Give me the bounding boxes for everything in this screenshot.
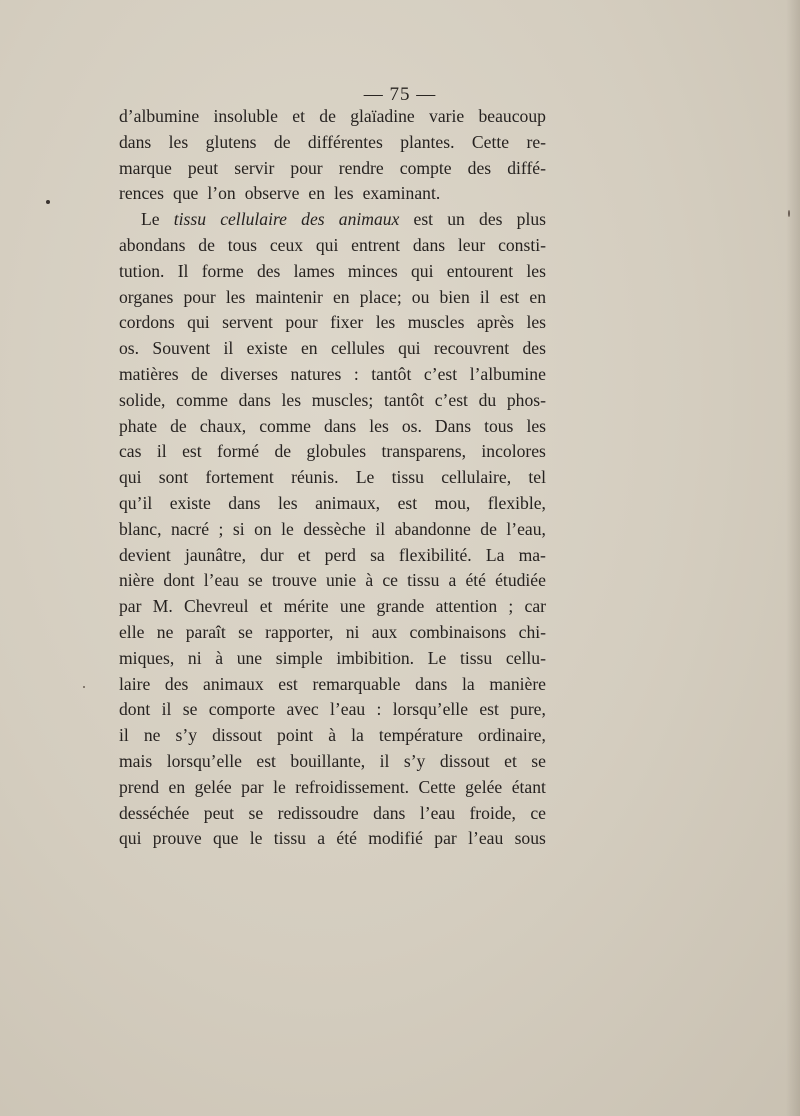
- word: dissout: [212, 725, 262, 746]
- word: de: [274, 441, 292, 462]
- word: le: [273, 776, 286, 797]
- word: qui: [119, 828, 142, 849]
- word: après: [476, 312, 514, 333]
- word: est: [499, 286, 520, 307]
- word: s’y: [403, 750, 426, 771]
- word: forme: [201, 260, 244, 281]
- word: ce: [530, 802, 546, 823]
- word: il: [379, 750, 390, 771]
- text-line: [119, 543, 546, 569]
- word: refroidissement.: [295, 776, 410, 797]
- ink-speck: [788, 210, 790, 217]
- word: de: [480, 518, 497, 539]
- word: tous: [227, 234, 258, 255]
- word: incolores: [481, 441, 546, 462]
- word: abondans: [119, 234, 186, 255]
- word: les: [334, 183, 354, 204]
- word: tantôt: [383, 389, 425, 410]
- word: se: [531, 750, 546, 771]
- word: qui: [315, 234, 339, 255]
- word: peut: [187, 157, 219, 178]
- word: des: [479, 209, 503, 230]
- word: observe: [244, 183, 300, 204]
- word: se: [238, 621, 253, 642]
- word: chaux,: [199, 415, 247, 436]
- word: est: [256, 750, 276, 771]
- word: laire: [119, 673, 151, 694]
- word: dessèche: [303, 518, 366, 539]
- word: des: [522, 338, 546, 359]
- text-line: [119, 207, 546, 233]
- text-line: [119, 439, 546, 465]
- word: le: [281, 518, 294, 539]
- word: qui: [187, 312, 210, 333]
- word: dans: [228, 492, 261, 513]
- word: flexible,: [487, 492, 546, 513]
- word: bien: [439, 286, 470, 307]
- word: phate: [119, 415, 158, 436]
- word: Il: [177, 260, 189, 281]
- word: à: [215, 647, 224, 668]
- word: rendre: [338, 157, 384, 178]
- word: ;: [508, 596, 514, 617]
- word: d’albumine: [119, 106, 200, 126]
- word: os.: [119, 338, 140, 359]
- word: ne: [143, 725, 161, 746]
- word: la: [461, 673, 475, 694]
- text-line: [119, 723, 546, 749]
- text-line: [119, 594, 546, 620]
- word: glaïadine: [350, 106, 415, 126]
- word: il: [375, 518, 386, 539]
- word: globules: [306, 441, 367, 462]
- word: que: [172, 183, 199, 204]
- word: rapporter,: [265, 621, 334, 642]
- word: servent: [222, 312, 273, 333]
- word: recouvrent: [433, 338, 510, 359]
- text-line: [119, 181, 546, 207]
- word: Chevreul: [183, 596, 249, 617]
- word: a: [317, 828, 326, 849]
- text-line: [119, 414, 546, 440]
- word: :: [353, 363, 359, 384]
- word: en: [333, 286, 350, 307]
- word: animaux: [338, 209, 400, 230]
- word: qu’il: [119, 492, 153, 513]
- text-line: [119, 801, 546, 827]
- word: simple: [275, 647, 323, 668]
- word: étant: [511, 776, 546, 797]
- word: ordinaire,: [477, 725, 546, 746]
- word: ce: [382, 570, 398, 591]
- word: de: [319, 106, 336, 126]
- word: des: [164, 673, 189, 694]
- word: des: [467, 157, 492, 178]
- word: dans: [238, 389, 271, 410]
- text-line: [119, 517, 546, 543]
- word: température: [378, 725, 463, 746]
- text-line: [119, 646, 546, 672]
- word: La: [485, 544, 505, 565]
- word: mais: [119, 750, 153, 771]
- word: Souvent: [152, 338, 211, 359]
- word: les: [281, 389, 302, 410]
- word: manière: [489, 673, 546, 694]
- word: par: [434, 828, 457, 849]
- word: point: [277, 725, 314, 746]
- word: et: [259, 596, 273, 617]
- word: et: [292, 106, 305, 126]
- word: organes: [119, 286, 174, 307]
- word: devient: [119, 544, 171, 565]
- word: glutens: [205, 131, 257, 152]
- word: entourent: [446, 260, 514, 281]
- word: la: [351, 725, 364, 746]
- word: fortement: [205, 467, 274, 488]
- body-text: [119, 104, 546, 852]
- text-line: [119, 104, 546, 130]
- word: les: [369, 415, 389, 436]
- word: Cette: [418, 776, 456, 797]
- word: muscles: [407, 312, 465, 333]
- word: il: [161, 699, 172, 720]
- word: tissu: [459, 647, 493, 668]
- page-number: — 75 —: [363, 84, 437, 105]
- word: flexibilité.: [398, 544, 472, 565]
- word: matières: [119, 363, 179, 384]
- word: lorsqu’elle: [392, 699, 469, 720]
- word: cellulaire: [220, 209, 287, 230]
- word: servir: [234, 157, 275, 178]
- word: se: [248, 802, 264, 823]
- word: c’est: [423, 363, 458, 384]
- word: été: [336, 828, 357, 849]
- word: l’albumine: [469, 363, 546, 384]
- word: par: [119, 596, 142, 617]
- word: examinant.: [362, 183, 441, 204]
- text-line: [119, 775, 546, 801]
- word: mérite: [283, 596, 329, 617]
- word: des: [256, 260, 281, 281]
- word: re-: [526, 131, 546, 152]
- word: M.: [152, 596, 173, 617]
- text-line: [119, 388, 546, 414]
- word: aux: [371, 621, 398, 642]
- word: sont: [158, 467, 189, 488]
- word: à: [365, 570, 374, 591]
- word: formé: [217, 441, 260, 462]
- word: que: [212, 828, 239, 849]
- word: l’eau,: [506, 518, 546, 539]
- word: unie: [325, 570, 357, 591]
- word: est: [278, 673, 298, 694]
- word: l’on: [207, 183, 236, 204]
- word: fixer: [330, 312, 364, 333]
- word: Le: [355, 467, 375, 488]
- word: qui: [410, 260, 434, 281]
- word: différentes: [307, 131, 383, 152]
- word: car: [524, 596, 546, 617]
- word: qui: [398, 338, 421, 359]
- word: réunis.: [291, 467, 339, 488]
- word: trouve: [271, 570, 317, 591]
- word: cas: [119, 441, 142, 462]
- word: existe: [246, 338, 288, 359]
- word: une: [339, 596, 366, 617]
- word: s’y: [175, 725, 198, 746]
- word: comporte: [208, 699, 276, 720]
- word: les: [526, 415, 546, 436]
- text-line: [119, 697, 546, 723]
- word: prend: [119, 776, 160, 797]
- word: tous: [484, 415, 514, 436]
- word: transparens,: [381, 441, 466, 462]
- word: on: [254, 518, 272, 539]
- word: plantes.: [400, 131, 455, 152]
- word: muscles;: [311, 389, 374, 410]
- word: remarquable: [312, 673, 401, 694]
- word: c’est: [434, 389, 468, 410]
- word: les: [526, 312, 546, 333]
- word: dont: [163, 570, 195, 591]
- word: phos-: [506, 389, 546, 410]
- word: elle: [119, 621, 145, 642]
- word: place;: [359, 286, 402, 307]
- text-line: [119, 826, 546, 852]
- word: prouve: [152, 828, 202, 849]
- word: mou,: [434, 492, 471, 513]
- word: leur: [457, 234, 486, 255]
- text-line: [119, 233, 546, 259]
- word: pour: [285, 312, 318, 333]
- word: cordons: [119, 312, 175, 333]
- word: dont: [119, 699, 151, 720]
- word: est: [479, 699, 499, 720]
- word: dur: [260, 544, 284, 565]
- word: cellulaire,: [441, 467, 512, 488]
- word: rences: [119, 183, 164, 204]
- word: se: [248, 570, 263, 591]
- word: l’eau: [203, 570, 239, 591]
- word: pour: [290, 157, 323, 178]
- word: été: [465, 570, 486, 591]
- word: natures: [290, 363, 342, 384]
- word: pure,: [510, 699, 546, 720]
- word: comme: [176, 389, 228, 410]
- word: est: [397, 492, 418, 513]
- word: en: [168, 776, 186, 797]
- word: imbibition.: [336, 647, 415, 668]
- word: a: [448, 570, 457, 591]
- word: de: [198, 234, 215, 255]
- page-edge-shadow: [786, 0, 800, 1116]
- word: Dans: [434, 415, 472, 436]
- word: du: [478, 389, 497, 410]
- word: nacré: [170, 518, 210, 539]
- text-line: [119, 259, 546, 285]
- word: desséchée: [119, 802, 190, 823]
- word: pour: [183, 286, 216, 307]
- word: animaux,: [315, 492, 381, 513]
- word: jaunâtre,: [184, 544, 247, 565]
- word: ;: [218, 518, 224, 539]
- word: dans: [373, 802, 406, 823]
- word: existe: [169, 492, 211, 513]
- text-line: [119, 491, 546, 517]
- word: peut: [203, 802, 235, 823]
- word: en: [300, 338, 318, 359]
- word: dans: [324, 415, 357, 436]
- text-line: [119, 336, 546, 362]
- word: sa: [370, 544, 385, 565]
- word: froide,: [469, 802, 516, 823]
- word: Le: [427, 647, 447, 668]
- word: de: [191, 363, 208, 384]
- word: dans: [412, 234, 446, 255]
- text-line: [119, 568, 546, 594]
- word: Cette: [471, 131, 510, 152]
- text-line: [119, 156, 546, 182]
- word: marque: [119, 157, 172, 178]
- word: si: [232, 518, 245, 539]
- word: ne: [156, 621, 174, 642]
- word: en: [308, 183, 326, 204]
- word: perd: [324, 544, 356, 565]
- text-line: [119, 672, 546, 698]
- word: ou: [411, 286, 430, 307]
- word: des: [301, 209, 325, 230]
- word: nière: [119, 570, 155, 591]
- word: avec: [286, 699, 319, 720]
- word: qui: [119, 467, 142, 488]
- word: un: [447, 209, 465, 230]
- word: sous: [514, 828, 546, 849]
- word: solide,: [119, 389, 166, 410]
- word: plus: [516, 209, 546, 230]
- word: Le: [141, 209, 160, 230]
- word: il: [479, 286, 490, 307]
- word: les: [526, 260, 546, 281]
- word: il: [119, 725, 129, 746]
- word: grande: [376, 596, 425, 617]
- word: et: [297, 544, 311, 565]
- text-line: [119, 285, 546, 311]
- word: blanc,: [119, 518, 162, 539]
- word: les: [168, 131, 189, 152]
- word: les: [225, 286, 246, 307]
- word: de: [170, 415, 187, 436]
- word: ceux: [269, 234, 304, 255]
- word: diffé-: [507, 157, 546, 178]
- word: :: [376, 699, 382, 720]
- word: il: [156, 441, 167, 462]
- word: tissu: [273, 828, 306, 849]
- word: cellules: [330, 338, 385, 359]
- text-line: [119, 362, 546, 388]
- word: os.: [401, 415, 422, 436]
- word: à: [328, 725, 337, 746]
- word: compte: [399, 157, 452, 178]
- word: tissu: [407, 570, 440, 591]
- word: est: [413, 209, 434, 230]
- word: modifié: [368, 828, 423, 849]
- word: insoluble: [213, 106, 278, 126]
- word: le: [249, 828, 263, 849]
- text-line: [119, 130, 546, 156]
- word: par: [241, 776, 264, 797]
- ink-speck: [46, 200, 50, 204]
- word: il: [223, 338, 234, 359]
- word: ni: [187, 647, 202, 668]
- word: et: [504, 750, 517, 771]
- word: est: [182, 441, 202, 462]
- word: lames: [293, 260, 335, 281]
- word: de: [273, 131, 291, 152]
- word: abandonne: [394, 518, 471, 539]
- word: tissu: [391, 467, 424, 488]
- word: se: [182, 699, 198, 720]
- word: dans: [415, 673, 448, 694]
- text-line: [119, 310, 546, 336]
- word: l’eau: [468, 828, 504, 849]
- word: cellu-: [505, 647, 546, 668]
- word: étudiée: [495, 570, 546, 591]
- word: paraît: [185, 621, 226, 642]
- word: entrent: [351, 234, 401, 255]
- word: tantôt: [371, 363, 412, 384]
- ink-speck: [83, 686, 85, 688]
- word: consti-: [498, 234, 546, 255]
- word: chi-: [518, 621, 546, 642]
- text-line: [119, 620, 546, 646]
- word: en: [529, 286, 546, 307]
- text-line: [119, 749, 546, 775]
- word: diverses: [220, 363, 278, 384]
- word: miques,: [119, 647, 175, 668]
- word: une: [236, 647, 263, 668]
- word: beaucoup: [478, 106, 546, 126]
- word: tel: [528, 467, 546, 488]
- word: maintenir: [255, 286, 323, 307]
- word: varie: [429, 106, 465, 126]
- word: comme: [259, 415, 311, 436]
- word: attention: [435, 596, 498, 617]
- word: gelée: [465, 776, 503, 797]
- word: ma-: [518, 544, 546, 565]
- word: tissu: [173, 209, 207, 230]
- word: minces: [347, 260, 398, 281]
- word: les: [375, 312, 396, 333]
- word: gelée: [194, 776, 232, 797]
- word: dans: [119, 131, 152, 152]
- word: dissout: [439, 750, 490, 771]
- word: tution.: [119, 260, 165, 281]
- word: bouillante,: [290, 750, 366, 771]
- word: animaux: [203, 673, 264, 694]
- text-line: [119, 465, 546, 491]
- word: ni: [345, 621, 360, 642]
- word: l’eau: [419, 802, 456, 823]
- word: redissoudre: [277, 802, 359, 823]
- word: l’eau: [330, 699, 366, 720]
- word: les: [278, 492, 298, 513]
- word: lorsqu’elle: [166, 750, 242, 771]
- word: combinaisons: [409, 621, 507, 642]
